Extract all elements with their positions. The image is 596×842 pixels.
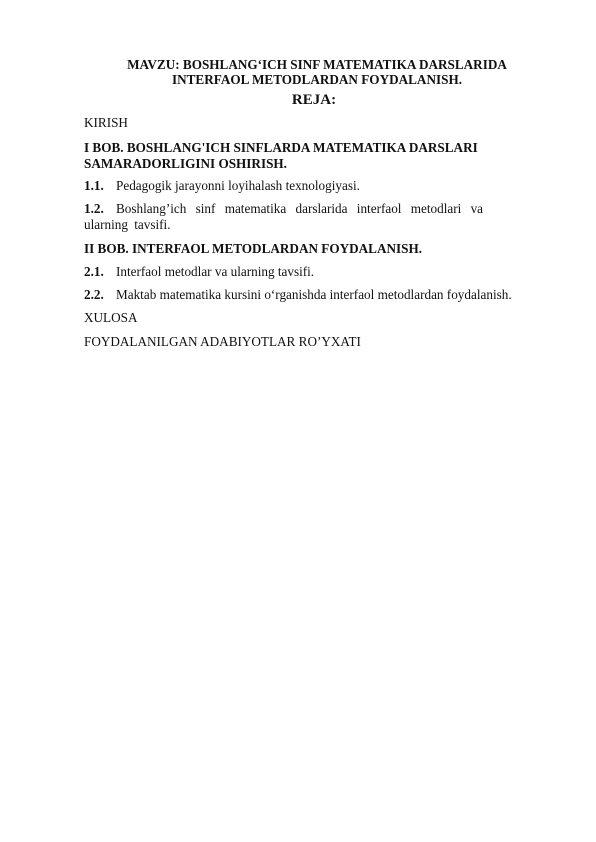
- plan-heading: REJA:: [291, 92, 337, 108]
- section-number: 2.2.: [84, 287, 104, 302]
- section-1-1: [84, 178, 544, 194]
- section-number: 2.1.: [84, 264, 104, 279]
- section-2-1: [84, 264, 544, 280]
- document-title: [84, 57, 544, 87]
- plan-content: [84, 57, 544, 350]
- section-text: Interfaol metodlar va ularning tavsifi.: [116, 264, 315, 279]
- section-text: Maktab matematika kursini o‘rganishda interfaol metodlardan foydalanish.: [116, 287, 512, 302]
- chapter-1-title: [84, 140, 544, 172]
- chapter-1-title-line-1: I BOB. BOSHLANG'ICH SINFLARDA MATEMATIKA DARSLARI: [84, 140, 478, 155]
- section-text: Pedagogik jarayonni loyihalash texnologiyasi.: [116, 178, 360, 193]
- section-text: Boshlang’ich sinf matematika darslarida interfaol metodlari va: [116, 201, 484, 216]
- section-number: 1.2.: [84, 201, 104, 216]
- chapter-1-title-line-2: SAMARADORLIGINI OSHIRISH.: [84, 156, 287, 171]
- intro-entry: KIRISH: [84, 115, 128, 130]
- section-1-2: [84, 201, 544, 217]
- conclusion-entry: XULOSA: [84, 310, 138, 325]
- references-entry: FOYDALANILGAN ADABIYOTLAR RO’YXATI: [84, 334, 361, 349]
- section-1-2-continuation: ularning tavsifi.: [84, 217, 171, 232]
- section-number: 1.1.: [84, 178, 104, 193]
- title-line-2: INTERFAOL METODLARDAN FOYDALANISH.: [171, 72, 463, 87]
- title-line-1: MAVZU: BOSHLANG‘ICH SINF MATEMATIKA DARSLARIDA: [127, 57, 507, 72]
- section-2-2: [84, 287, 544, 303]
- chapter-2-title: II BOB. INTERFAOL METODLARDAN FOYDALANISH.: [84, 241, 423, 256]
